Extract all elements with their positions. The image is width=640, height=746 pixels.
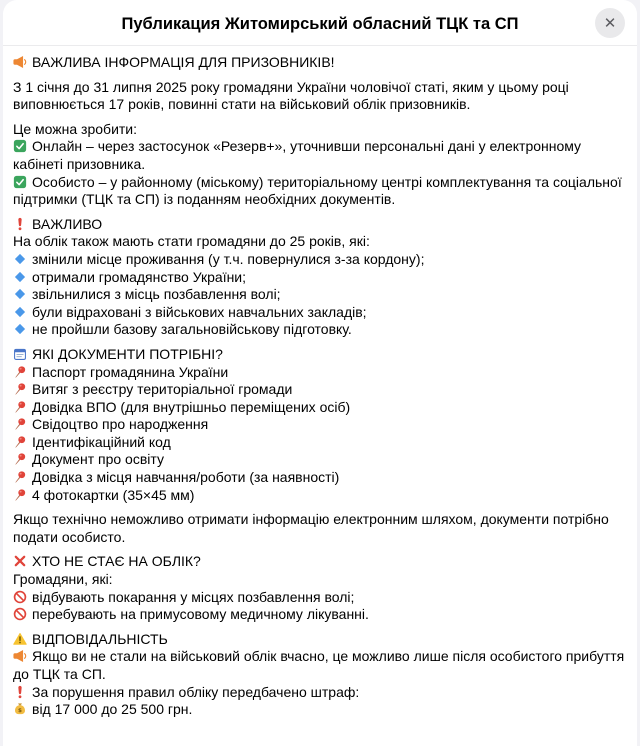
pin-icon xyxy=(13,417,27,431)
pin-icon xyxy=(13,470,27,484)
post-block xyxy=(13,54,627,72)
post-block xyxy=(13,79,627,114)
post-block xyxy=(13,553,627,623)
line-text: ВАЖЛИВО xyxy=(32,215,103,232)
post-line xyxy=(13,631,627,649)
post-line xyxy=(13,138,627,173)
diamond-icon xyxy=(13,305,27,319)
post-line xyxy=(13,648,627,683)
megaphone-icon xyxy=(13,649,27,663)
line-text: З 1 січня до 31 липня 2025 року громадяни України чоловічої статі, яким у цьому році виповнюється 17 років, повинні стати на військовий облік призовників. xyxy=(13,78,569,113)
post-line xyxy=(13,606,627,624)
post-block xyxy=(13,631,627,719)
post-block xyxy=(13,216,627,339)
exclamation-icon xyxy=(13,685,27,699)
line-text: були відраховані з військових навчальних закладів; xyxy=(32,303,367,320)
line-text: 4 фотокартки (35×45 мм) xyxy=(32,486,195,503)
close-icon: ✕ xyxy=(603,14,617,32)
line-text: змінили місце проживання (у т.ч. повернулися з-за кордону); xyxy=(32,250,425,267)
warning-icon xyxy=(13,632,27,646)
cross-icon xyxy=(13,554,27,568)
line-text: відбувають покарання у місцях позбавлення волі; xyxy=(32,588,355,605)
line-text: Довідка з місця навчання/роботи (за наявності) xyxy=(32,469,340,486)
line-text: ВАЖЛИВА ІНФОРМАЦІЯ ДЛЯ ПРИЗОВНИКІВ! xyxy=(32,54,335,70)
money-icon xyxy=(13,702,27,716)
line-text: Документ про освіту xyxy=(32,451,164,468)
check-icon xyxy=(13,139,27,153)
line-text: Довідка ВПО (для внутрішньо переміщених осіб) xyxy=(32,398,351,415)
post-line xyxy=(13,553,627,571)
close-button[interactable] xyxy=(595,8,625,38)
post-line xyxy=(13,571,627,589)
diamond-icon xyxy=(13,270,27,284)
line-text: Це можна зробити: xyxy=(13,120,138,137)
svg-text:$: $ xyxy=(18,708,22,715)
line-text: За порушення правил обліку передбачено штраф: xyxy=(32,683,360,700)
post-line xyxy=(13,399,627,417)
post-line xyxy=(13,251,627,269)
pin-icon xyxy=(13,452,27,466)
pin-icon xyxy=(13,435,27,449)
post-line xyxy=(13,79,627,114)
diamond-icon xyxy=(13,287,27,301)
megaphone-icon xyxy=(13,55,27,69)
diamond-icon xyxy=(13,322,27,336)
post-line xyxy=(13,487,627,505)
line-text: не пройшли базову загальновійськову підготовку. xyxy=(32,321,352,338)
post-block xyxy=(13,511,627,546)
publication-modal xyxy=(3,0,637,746)
line-text: ЯКІ ДОКУМЕНТИ ПОТРІБНІ? xyxy=(32,345,223,362)
post-line xyxy=(13,684,627,702)
post-line xyxy=(13,304,627,322)
post-line xyxy=(13,233,627,251)
post-line xyxy=(13,121,627,139)
pin-icon xyxy=(13,365,27,379)
diamond-icon xyxy=(13,252,27,266)
line-text: Онлайн – через застосунок «Резерв+», уточнивши персональні дані у електронному кабінеті призовника. xyxy=(13,138,582,172)
check-icon xyxy=(13,175,27,189)
post-line xyxy=(13,511,627,546)
line-text: від 17 000 до 25 500 грн. xyxy=(32,701,193,718)
post-line xyxy=(13,286,627,304)
post-line xyxy=(13,216,627,234)
line-text: Ідентифікаційний код xyxy=(32,433,171,450)
page-title: Публикация Житомирський обласний ТЦК та СП xyxy=(121,15,519,33)
post-line xyxy=(13,701,627,719)
line-text: звільнилися з місць позбавлення волі; xyxy=(32,286,281,303)
no-entry-icon xyxy=(13,590,27,604)
modal-header xyxy=(3,0,637,46)
post-block xyxy=(13,121,627,209)
no-entry-icon xyxy=(13,607,27,621)
post-line xyxy=(13,269,627,287)
pin-icon xyxy=(13,400,27,414)
pin-icon xyxy=(13,382,27,396)
exclamation-icon xyxy=(13,217,27,231)
calendar-icon xyxy=(13,347,27,361)
post-line xyxy=(13,451,627,469)
post-line xyxy=(13,321,627,339)
post-line xyxy=(13,589,627,607)
post-line xyxy=(13,174,627,209)
pin-icon xyxy=(13,488,27,502)
post-line xyxy=(13,346,627,364)
post-line xyxy=(13,469,627,487)
post-line xyxy=(13,381,627,399)
line-text: Громадяни, які: xyxy=(13,571,113,588)
line-text: На облік також мають стати громадяни до 25 років, які: xyxy=(13,233,370,250)
line-text: ХТО НЕ СТАЄ НА ОБЛІК? xyxy=(32,553,201,570)
line-text: ВІДПОВІДАЛЬНІСТЬ xyxy=(32,630,168,647)
line-text: Якщо ви не стали на військовий облік вчасно, це можливо лише після особистого прибуття до ТЦК та СП. xyxy=(13,648,625,682)
line-text: Якщо технічно неможливо отримати інформацію електронним шляхом, документи потрібно подати особисто. xyxy=(13,511,609,545)
post-line xyxy=(13,434,627,452)
line-text: Паспорт громадянина України xyxy=(32,363,229,380)
post-line xyxy=(13,364,627,382)
line-text: отримали громадянство України; xyxy=(32,268,247,285)
post-line xyxy=(13,416,627,434)
line-text: Особисто – у районному (міському) територіальному центрі комплектування та соціальної підтримки (ТЦК та СП) із поданням необхідних документів. xyxy=(13,173,622,208)
post-body xyxy=(3,46,637,723)
post-line xyxy=(13,54,627,72)
post-block xyxy=(13,346,627,504)
line-text: перебувають на примусовому медичному лікуванні. xyxy=(32,606,369,623)
line-text: Свідоцтво про народження xyxy=(32,416,209,433)
line-text: Витяг з реєстру територіальної громади xyxy=(32,381,293,398)
